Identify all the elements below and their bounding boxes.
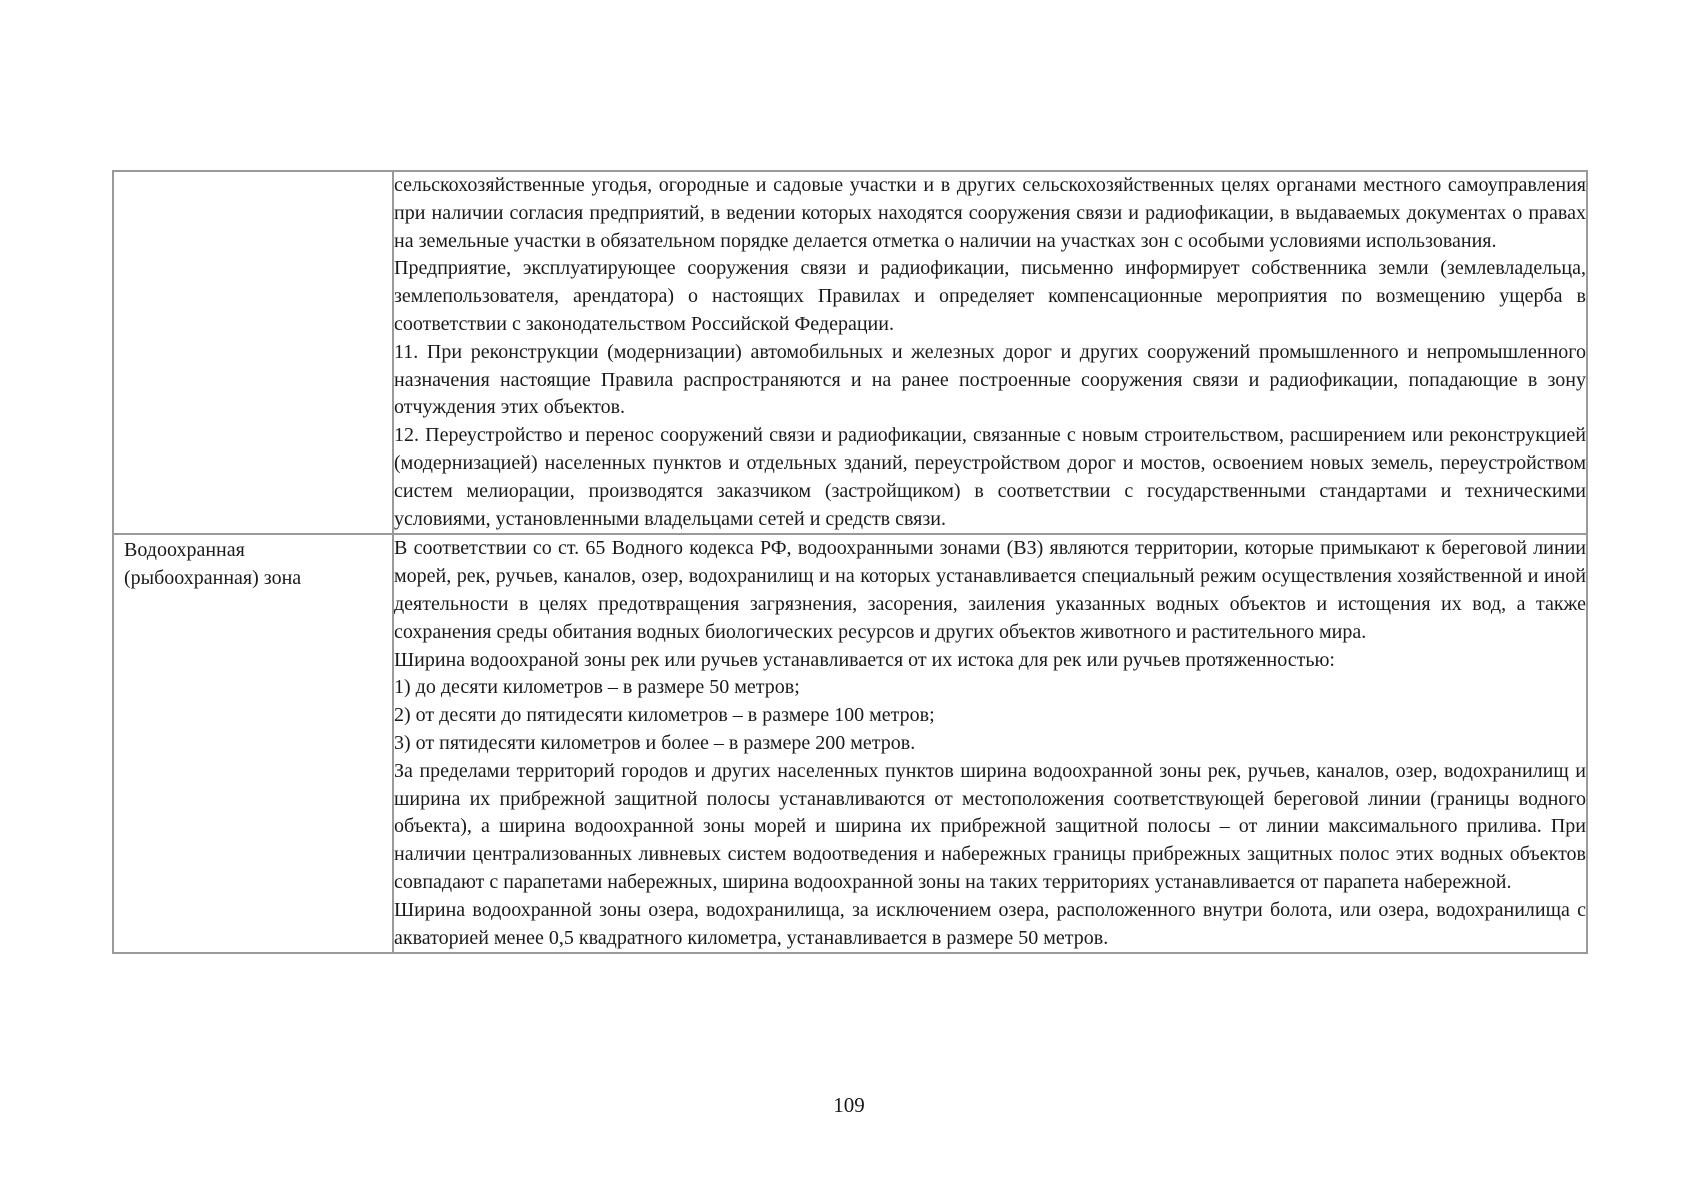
zone-label-cell: [113, 534, 393, 953]
paragraph: Ширина водоохраной зоны рек или ручьев устанавливается от их истока для рек или ручьев протяженностью:: [394, 648, 1335, 671]
paragraph: 12. Переустройство и перенос сооружений связи и радиофикации, связанные с новым строительством, расширением или реконструкцией (модернизацией) населенных пунктов и отдельных зданий, переустройством дорог и мостов, освоением новых земель, переустройством систем мелиорации, производятся заказчиком (застройщиком) в соответствии с государственными стандартами и техническими условиями, установленными владельцами сетей и средств связи.: [394, 424, 1586, 530]
zone-description-cell: [393, 534, 1587, 953]
table-row: [113, 534, 1587, 953]
zone-label: Водоохранная (рыбоохранная) зона: [124, 539, 302, 590]
zone-label-cell: [113, 171, 393, 534]
page-number: 109: [833, 1093, 865, 1117]
zone-label: [114, 172, 392, 173]
paragraph: сельскохозяйственные угодья, огородные и садовые участки и в других сельскохозяйственных целях органами местного самоуправления при наличии согласия предприятий, в ведении которых находятся сооружения связи и радиофикации, в выдаваемых документах о правах на земельные участки в обязательном порядке делается отметка о наличии на участках зон с особыми условиями использования.: [394, 174, 1586, 252]
paragraph: 11. При реконструкции (модернизации) автомобильных и железных дорог и других сооружений промышленного и непромышленного назначения настоящие Правила распространяются и на ранее построенные сооружения связи и радиофикации, попадающие в зону отчуждения этих объектов.: [394, 340, 1586, 419]
paragraph: В соответствии со ст. 65 Водного кодекса РФ, водоохранными зонами (ВЗ) являются территории, которые примыкают к береговой линии морей, рек, ручьев, каналов, озер, водохранилищ и на которых устанавливается специальный режим осуществления хозяйственной и иной деятельности в целях предотвращения загрязнения, засорения, заиления указанных водных объектов и истощения их вод, а также сохранения среды обитания водных биологических ресурсов и других объектов животного и растительного мира.: [394, 537, 1586, 643]
paragraph: Ширина водоохранной зоны озера, водохранилища, за исключением озера, расположенного внутри болота, или озера, водохранилища с акваторией менее 0,5 квадратного километра, устанавливается в размере 50 метров.: [394, 898, 1586, 949]
table-row: [113, 171, 1587, 534]
zone-description-cell: [393, 171, 1587, 534]
list-item: 2) от десяти до пятидесяти километров – в размере 100 метров;: [394, 704, 935, 727]
paragraph: Предприятие, эксплуатирующее сооружения связи и радиофикации, письменно информирует собственника земли (землевладельца, землепользователя, арендатора) о настоящих Правилах и определяет компенсационные мероприятия по возмещению ущерба в соответствии с законодательством Российской Федерации.: [394, 257, 1586, 335]
paragraph: За пределами территорий городов и других населенных пунктов ширина водоохранной зоны рек, ручьев, каналов, озер, водохранилищ и ширина их прибрежной защитной полосы устанавливаются от местоположения соответствующей береговой линии (границы водного объекта), а ширина водоохранной зоны морей и ширина их прибрежной защитной полосы – от линии максимального прилива. При наличии централизованных ливневых систем водоотведения и набережных границы прибрежных защитных полос этих водных объектов совпадают с парапетами набережных, ширина водоохранной зоны на таких территориях устанавливается от парапета набережной.: [394, 759, 1586, 893]
list-item: 3) от пятидесяти километров и более – в размере 200 метров.: [394, 731, 916, 754]
regulation-table: [112, 170, 1588, 954]
list-item: 1) до десяти километров – в размере 50 метров;: [394, 676, 800, 699]
